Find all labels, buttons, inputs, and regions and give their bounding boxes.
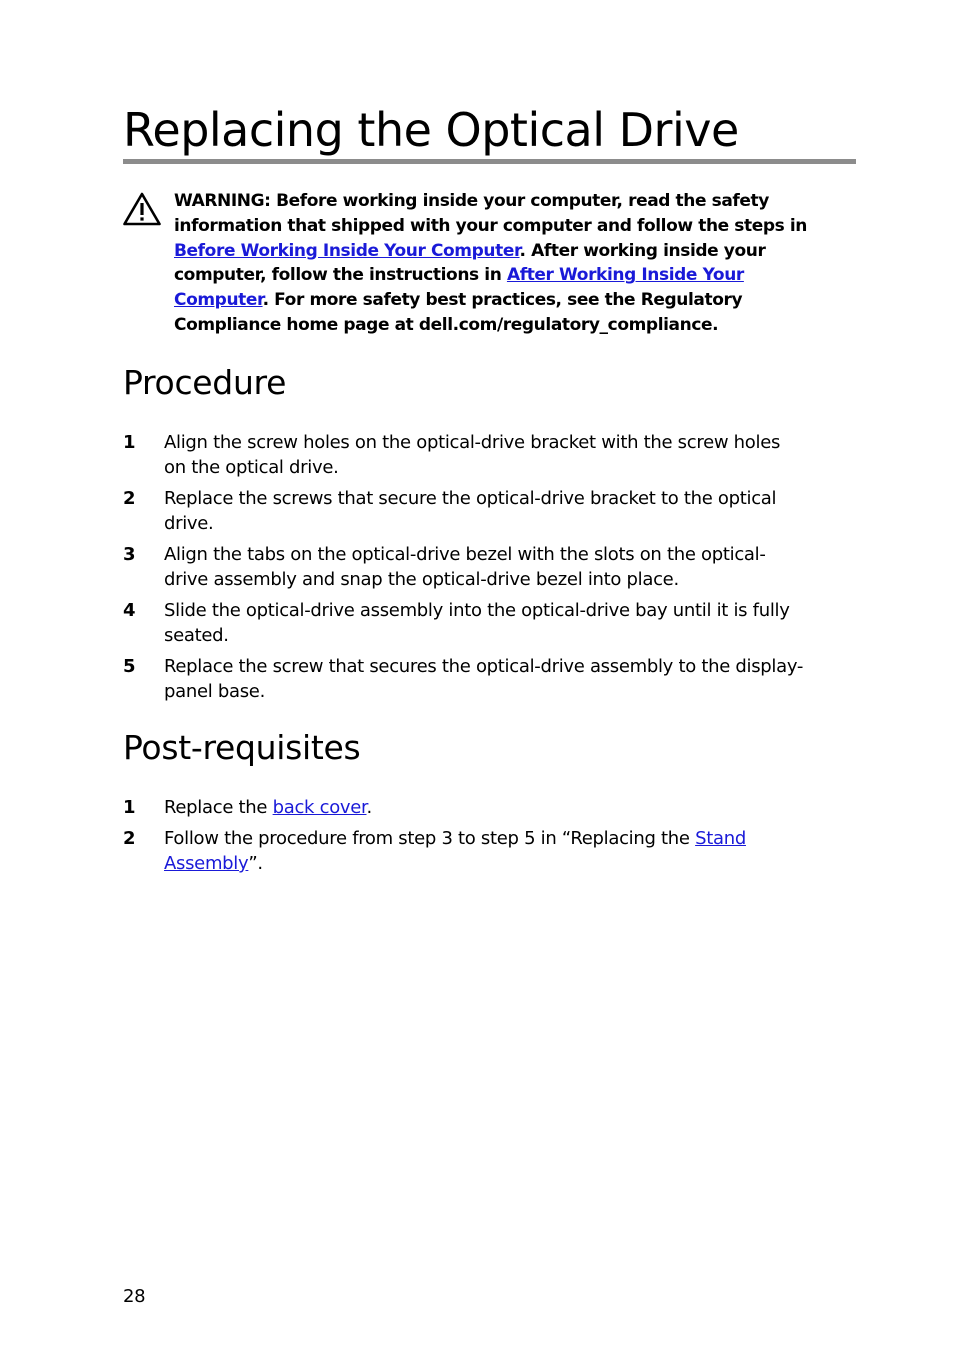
text-segment: Slide the optical-drive assembly into the optical-drive bay until it is fully — [164, 600, 790, 621]
step-text — [164, 826, 856, 876]
text-line — [164, 679, 856, 704]
text-segment: ”. — [248, 853, 263, 874]
text-segment: seated. — [164, 625, 229, 646]
step-number: 3 — [123, 544, 136, 565]
step-text — [164, 598, 856, 648]
step-text — [164, 795, 856, 820]
text-segment: drive assembly and snap the optical-drive bezel into place. — [164, 569, 679, 590]
cross-reference-link[interactable]: back cover — [272, 797, 367, 818]
cross-reference-link[interactable]: Assembly — [164, 853, 249, 874]
step-text — [164, 486, 856, 536]
cross-reference-link[interactable]: After Working Inside Your — [506, 265, 744, 286]
text-line — [164, 511, 856, 536]
procedure-steps — [123, 430, 856, 710]
cross-reference-link[interactable]: Computer — [174, 290, 263, 311]
step-item — [123, 542, 856, 592]
step-text — [164, 430, 856, 480]
text-segment: . For more safety best practices, see the Regulatory — [262, 290, 743, 311]
step-item — [123, 486, 856, 536]
text-line — [174, 288, 856, 313]
text-segment: computer, follow the instructions in — [174, 265, 507, 286]
post-requisites-steps — [123, 795, 856, 882]
step-number: 4 — [123, 600, 136, 621]
cross-reference-link[interactable]: Stand — [695, 828, 746, 849]
step-item — [123, 430, 856, 480]
text-segment: . After working inside your — [519, 240, 766, 261]
text-line — [164, 430, 856, 455]
text-line — [164, 598, 856, 623]
text-segment: Replace the screws that secure the optical-drive bracket to the optical — [164, 488, 777, 509]
text-segment: on the optical drive. — [164, 457, 339, 478]
procedure-heading: Procedure — [123, 363, 287, 402]
text-line — [164, 795, 856, 820]
text-segment: Compliance home page at dell.com/regulatory_compliance. — [174, 314, 719, 335]
text-line — [164, 542, 856, 567]
text-segment: Align the screw holes on the optical-drive bracket with the screw holes — [164, 432, 781, 453]
text-segment: Align the tabs on the optical-drive bezel with the slots on the optical- — [164, 544, 766, 565]
step-number: 2 — [123, 488, 136, 509]
warning-text — [174, 189, 856, 338]
text-line — [164, 455, 856, 480]
text-line — [174, 189, 856, 214]
text-line — [164, 486, 856, 511]
step-number: 1 — [123, 797, 136, 818]
text-line — [164, 851, 856, 876]
step-text — [164, 654, 856, 704]
text-segment: Replace the — [164, 797, 273, 818]
step-item — [123, 598, 856, 648]
page-title: Replacing the Optical Drive — [123, 103, 739, 157]
text-line — [174, 263, 856, 288]
text-line — [164, 567, 856, 592]
page-number: 28 — [123, 1286, 146, 1307]
text-line — [164, 826, 856, 851]
text-line — [164, 654, 856, 679]
text-segment: information that shipped with your computer and follow the steps in — [174, 215, 808, 236]
text-segment: WARNING: Before working inside your computer, read the safety — [174, 191, 769, 211]
text-line — [174, 214, 856, 239]
step-number: 5 — [123, 656, 136, 677]
text-segment: . — [366, 797, 372, 818]
step-item — [123, 826, 856, 876]
post-requisites-heading: Post-requisites — [123, 728, 361, 767]
step-item — [123, 795, 856, 820]
text-line — [174, 239, 856, 264]
text-segment: panel base. — [164, 681, 265, 702]
text-line — [174, 313, 856, 338]
title-underline — [123, 159, 856, 164]
text-line — [164, 623, 856, 648]
step-number: 1 — [123, 432, 136, 453]
step-text — [164, 542, 856, 592]
text-segment: Replace the screw that secures the optical-drive assembly to the display- — [164, 656, 804, 677]
step-item — [123, 654, 856, 704]
text-segment: drive. — [164, 513, 214, 534]
warning-triangle-icon — [123, 192, 161, 226]
cross-reference-link[interactable]: Before Working Inside Your Computer — [174, 240, 520, 261]
step-number: 2 — [123, 828, 136, 849]
text-segment: Follow the procedure from step 3 to step 5 in “Replacing the — [164, 828, 696, 849]
